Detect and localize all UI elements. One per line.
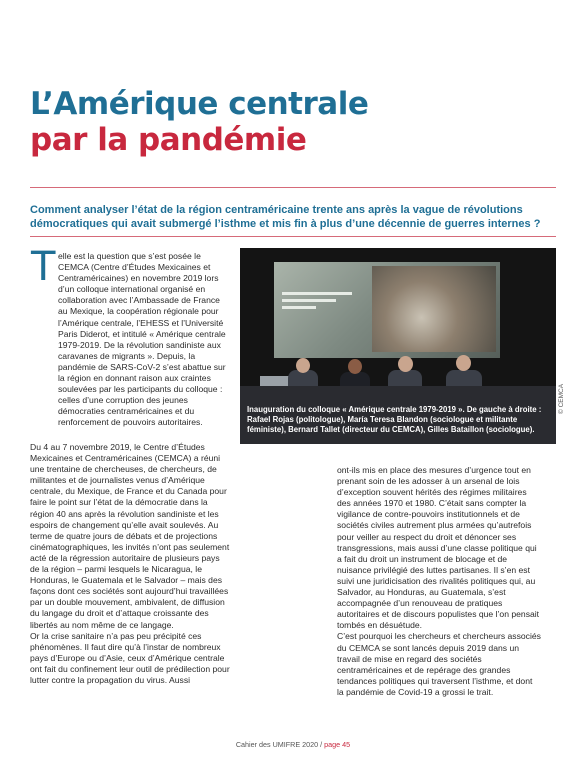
paragraph-3: Or la crise sanitaire n’a pas peu précipité ces phénomènes. Il faut dire qu’à l’instar de nombreux pays d’Europe ou d’Asie, ceux d’Amérique centrale ont fait du confinement leur outil de prédilection pour lutter contre la propagation du virus. Aussi	[30, 630, 230, 685]
photo-caption: Inauguration du colloque « Amérique centrale 1979-2019 ». De gauche à droite : Rafael Rojas (politologue), María Teresa Blandon (sociologue et militante féministe), Bernard Tallet (directeur du CEMCA), Gilles Bataillon (sociologue).	[247, 405, 542, 434]
footer-publication: Cahier des UMIFRE 2020 /	[235, 740, 325, 749]
page-title	[30, 86, 368, 158]
paragraph-1: elle est la question que s’est posée le CEMCA (Centre d’Études Mexicaines et Centraméricaines) en novembre 2019 lors d’un colloque international organisé en collaboration avec l’Ambassade de France au Mexique, la coopération régionale pour l’Amérique centrale, l’EHESS et l’Université Paris Diderot, et intitulé « Amérique centrale 1979-2019. De la révolution sandiniste aux caravanes de migrants ». Depuis, la pandémie de SARS-CoV-2 s’est abattue sur la région en donnant raison aux craintes soulevées par les participants du colloque : celles d’une corruption des jeunes démocraties centraméricaines et du renforcement de pouvoirs autoritaires.	[58, 251, 226, 428]
column-1-bottom	[30, 442, 230, 686]
paragraph-5: C’est pourquoi les chercheurs et chercheurs associés du CEMCA se sont lancés depuis 2019 dans un travail de mise en regard des sociétés centraméricaines et de repérage des grandes tendances politiques qui traversent l’isthme, et dont la pandémie de Covid-19 a grossi le trait.	[337, 631, 541, 697]
photo-credit: © CEMCA	[558, 383, 565, 414]
footer-page-number: page 45	[324, 740, 351, 749]
intro-paragraph: Comment analyser l’état de la région centraméricaine trente ans après la vague de révolutions démocratiques qui avait submergé l’isthme et mis fin à plus d’une décennie de guerres internes ?	[30, 204, 541, 230]
top-divider	[30, 187, 556, 188]
column-1-top	[58, 251, 228, 429]
column-2	[337, 465, 541, 698]
bottom-divider	[30, 236, 556, 237]
drop-cap: T	[31, 244, 56, 290]
paragraph-2: Du 4 au 7 novembre 2019, le Centre d’Études Mexicaines et Centraméricaines (CEMCA) a réuni une trentaine de chercheuses, de chercheurs, de militantes et de journalistes venus d’Amérique centrale, du Mexique, de France et du Canada pour faire le point sur l’état de la démocratie dans la région 40 ans après la révolution sandiniste et les espoirs de changement qu’elle avait soulevés. Au terme de quatre jours de débats et de projections cinématographiques, les invités n’ont pas seulement acté de la régression autoritaire de plusieurs pays de la région – parmi lesquels le Nicaragua, le Honduras, le Guatemala et le Salvador – mais des façons dont ces sociétés sont aujourd’hui travaillées par un double mouvement, ambivalent, de diffusion du langage du droit et d’attaque croissante des libertés au nom même de ce langage.	[30, 442, 230, 630]
projection-screen	[274, 262, 500, 358]
paragraph-4: ont-ils mis en place des mesures d’urgence tout en prenant soin de les adosser à un arsenal de lois d’exception souvent hérités des régimes militaires des années 1970 et 1980. C’était sans compter la vigilance de contre-pouvoirs institutionnels et de sociétés civiles autrement plus armées qu’autrefois pour veiller au respect du droit et dénoncer ses transgressions, mais aussi d’une classe politique qui a fait du droit un instrument de blocage et de nuisance privilégié des luttes partisanes. Il s’en est suivi une juridicisation des rivalités politiques qui, au Salvador, au Honduras, au Guatemala, s’est accompagnée d’un renouveau de pratiques autoritaires et de discours populistes que l’on pensait tombés en désuétude.	[337, 465, 540, 631]
title-line-1: L’Amérique centrale	[30, 86, 369, 122]
title-line-2: par la pandémie	[30, 122, 307, 158]
page-footer	[0, 740, 586, 749]
